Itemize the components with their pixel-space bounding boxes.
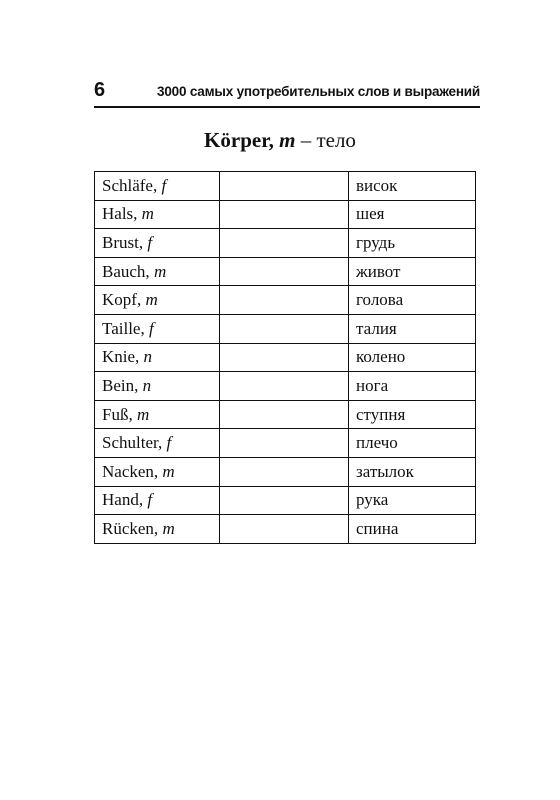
russian-translation: голова: [356, 290, 404, 310]
table-row: [95, 457, 476, 486]
blank-cell: [220, 486, 349, 515]
german-word: Rücken,: [102, 518, 159, 538]
russian-translation-cell: [349, 172, 476, 201]
russian-translation: спина: [356, 518, 399, 538]
german-word: Kopf,: [102, 290, 142, 310]
german-word: Hand,: [102, 490, 144, 510]
german-word-cell: [95, 429, 220, 458]
russian-translation: нога: [356, 375, 389, 395]
blank-cell: [220, 429, 349, 458]
german-word-cell: [95, 229, 220, 258]
german-word: Knie,: [102, 347, 140, 367]
german-word: Schulter,: [102, 433, 163, 453]
table-row: [95, 486, 476, 515]
russian-translation: висок: [356, 175, 398, 195]
russian-translation-cell: [349, 200, 476, 229]
grammatical-gender: n: [143, 347, 153, 367]
german-word-cell: [95, 343, 220, 372]
table-row: [95, 400, 476, 429]
grammatical-gender: f: [147, 490, 153, 510]
grammatical-gender: f: [166, 433, 172, 453]
russian-translation: талия: [356, 318, 397, 338]
blank-cell: [220, 457, 349, 486]
grammatical-gender: m: [162, 518, 175, 538]
table-row: [95, 314, 476, 343]
german-word-cell: [95, 314, 220, 343]
russian-translation: ступня: [356, 404, 406, 424]
blank-cell: [220, 229, 349, 258]
russian-translation-cell: [349, 372, 476, 401]
russian-translation: грудь: [356, 232, 396, 252]
table-row: [95, 372, 476, 401]
german-word: Nacken,: [102, 461, 159, 481]
russian-translation: рука: [356, 490, 389, 510]
grammatical-gender: m: [162, 461, 175, 481]
german-word-cell: [95, 372, 220, 401]
russian-translation-cell: [349, 286, 476, 315]
russian-translation: плечо: [356, 433, 398, 453]
blank-cell: [220, 257, 349, 286]
german-word: Brust,: [102, 232, 144, 252]
blank-cell: [220, 314, 349, 343]
german-word: Taille,: [102, 318, 145, 338]
blank-cell: [220, 172, 349, 201]
german-word-cell: [95, 172, 220, 201]
section-title: [0, 126, 560, 154]
table-row: [95, 343, 476, 372]
blank-cell: [220, 286, 349, 315]
russian-translation-cell: [349, 229, 476, 258]
russian-translation-cell: [349, 457, 476, 486]
russian-translation: живот: [356, 261, 401, 281]
russian-translation-cell: [349, 486, 476, 515]
german-word: Hals,: [102, 204, 138, 224]
grammatical-gender: f: [161, 175, 167, 195]
grammatical-gender: m: [141, 204, 154, 224]
german-word: Bein,: [102, 375, 139, 395]
table-row: [95, 515, 476, 544]
blank-cell: [220, 400, 349, 429]
grammatical-gender: f: [148, 318, 154, 338]
table-row: [95, 172, 476, 201]
grammatical-gender: m: [136, 404, 150, 424]
vocabulary-table: [94, 171, 476, 544]
grammatical-gender: n: [142, 375, 152, 395]
german-word-cell: [95, 457, 220, 486]
russian-translation-cell: [349, 314, 476, 343]
table-row: [95, 200, 476, 229]
blank-cell: [220, 372, 349, 401]
german-word: Bauch,: [102, 261, 150, 281]
russian-translation: колено: [356, 347, 406, 367]
german-word: Fuß,: [102, 404, 133, 424]
russian-translation-cell: [349, 343, 476, 372]
blank-cell: [220, 200, 349, 229]
german-word: Schläfe,: [102, 175, 158, 195]
german-word-cell: [95, 257, 220, 286]
section-title-translation: – тело: [295, 128, 356, 152]
german-word-cell: [95, 286, 220, 315]
table-row: [95, 229, 476, 258]
german-word-cell: [95, 400, 220, 429]
grammatical-gender: m: [145, 290, 158, 310]
blank-cell: [220, 515, 349, 544]
page-number: 6: [94, 79, 106, 101]
german-word-cell: [95, 200, 220, 229]
running-title: 3000 самых употребительных слов и выражений: [157, 84, 480, 99]
blank-cell: [220, 343, 349, 372]
section-title-word: Körper,: [204, 128, 274, 152]
russian-translation-cell: [349, 515, 476, 544]
russian-translation: затылок: [356, 461, 414, 481]
russian-translation-cell: [349, 429, 476, 458]
german-word-cell: [95, 515, 220, 544]
russian-translation: шея: [356, 204, 385, 224]
page-header: [94, 76, 480, 108]
table-row: [95, 257, 476, 286]
russian-translation-cell: [349, 257, 476, 286]
table-row: [95, 286, 476, 315]
russian-translation-cell: [349, 400, 476, 429]
german-word-cell: [95, 486, 220, 515]
grammatical-gender: f: [147, 232, 153, 252]
grammatical-gender: m: [153, 261, 167, 281]
table-row: [95, 429, 476, 458]
section-title-gender: m: [279, 128, 296, 152]
